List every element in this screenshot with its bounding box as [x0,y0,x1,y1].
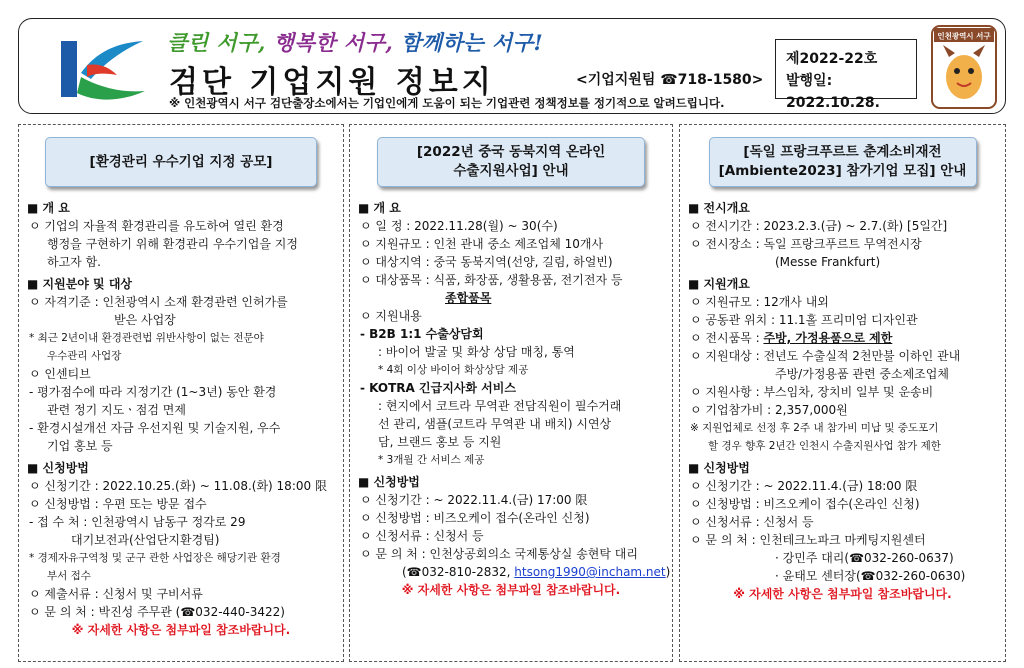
text-line: ㅇ 지원규모 : 인천 관내 중소 제조업체 10개사 [360,237,604,251]
text-line: - B2B 1:1 수출상담회 [360,327,484,341]
attachment-notice: ※ 자세한 사항은 첨부파일 참조바랍니다. [401,583,621,597]
footnote-line: 할 경우 향후 2년간 인천시 수출지원사업 참가 제한 [708,440,941,452]
column-title: [환경관리 우수기업 지정 공모] [45,137,317,187]
footnote-line: 우수관리 사업장 [47,350,122,362]
text-line: ㅇ 지원규모 : 12개사 내외 [690,295,829,309]
text-line: ㅇ 전시장소 : 독일 프랑크푸르트 무역전시장 [690,237,922,251]
text-line: ㅇ 전시기간 : 2023.2.3.(금) ~ 2.7.(화) [5일간] [690,219,948,233]
mascot-emblem-icon [931,25,997,109]
text-line: - 평가점수에 따라 지정기간 (1~3년) 동안 환경 [29,385,277,399]
footnote-line: * 최근 2년이내 환경관련법 위반사항이 없는 전문야 [29,332,264,344]
text-line: 선 관리, 샘플(코트라 무역관 내 배치) 시연상 [378,417,612,431]
text-line: ㅇ 제출서류 : 신청서 및 구비서류 [29,587,203,601]
column-title-line: 수출지원사업] 안내 [453,163,569,179]
section-heading: ■ 개 요 [27,201,70,215]
text-line: ㅇ 신청방법 : 비즈오케이 접수(온라인 신청) [360,511,590,525]
text-line: 관련 정기 지도ㆍ점검 면제 [47,403,186,417]
item-emphasis: 주방, 가정용품으로 제한 [763,331,893,345]
text-line: ㅇ 신청서류 : 신청서 등 [690,515,814,529]
text-line: - KOTRA 긴급지사화 서비스 [360,381,516,395]
text-line: ㅇ 대상지역 : 중국 동북지역(선양, 길림, 하얼빈) [360,255,613,269]
text-line: ㅇ 신청방법 : 우편 또는 방문 접수 [29,497,207,511]
text-line: ㅇ 지원사항 : 부스임차, 장치비 일부 및 운송비 [690,385,934,399]
footnote-line: * 4회 이상 바이어 화상상담 제공 [378,364,529,376]
text-line: 받은 사업장 [114,313,176,327]
contact-end: ) [665,565,671,579]
text-line: ㅇ 신청기간 : 2022.10.25.(화) ~ 11.08.(화) 18:00 限 [29,479,327,493]
text-line: : 현지에서 코트라 무역관 전담직원이 필수거래 [378,399,622,413]
header-notice: ※ 인천광역시 서구 검단출장소에서는 기업인에게 도움이 되는 기업관련 정책정보를 정기적으로 알려드립니다. [169,96,725,110]
column-title [709,137,977,187]
newsletter-header [18,18,1006,114]
text-line: ㅇ 기업참가비 : 2,357,000원 [690,403,848,417]
footnote-line: 부서 접수 [47,570,91,582]
issue-number: 제2022-22호 [786,51,878,67]
section-heading: ■ 지원분야 및 대상 [27,277,133,291]
text-line: : 바이어 발굴 및 화상 상담 매칭, 통역 [378,345,575,359]
text-line: ㅇ 신청방법 : 비즈오케이 접수(온라인 신청) [690,497,920,511]
item-label: ㅇ 전시품목 : [690,331,764,345]
column-title-line: [2022년 중국 동북지역 온라인 [416,144,606,160]
footnote-line: * 경제자유구역청 및 군구 관한 사업장은 해당기관 환경 [29,552,281,564]
text-line: ㅇ 공동관 위치 : 11.1홀 프리미엄 디자인관 [690,313,918,327]
footnote-line: ※ 지원업체로 선정 후 2주 내 참가비 미납 및 중도포기 [690,422,939,434]
text-line: ㅇ 자격기준 : 인천광역시 소재 환경관련 인허가를 [29,295,288,309]
text-line: ㅇ 신청서류 : 신청서 등 [360,529,484,543]
page-title: 검단 기업지원 정보지 [169,65,495,100]
text-line: 담, 브랜드 홍보 등 지원 [378,435,502,449]
column-china-export [349,124,673,662]
text-line: ㅇ 신청기간 : ~ 2022.11.4.(금) 17:00 限 [360,493,588,507]
footnote-line: * 3개월 간 서비스 제공 [378,454,485,466]
text-line: ㅇ 대상품목 : 식품, 화장품, 생활용품, 전기전자 등 [360,273,623,287]
text-line: ㅇ 인센티브 [29,367,91,381]
section-heading: ■ 신청방법 [358,475,420,489]
text-line: 종합품목 [445,291,492,305]
section-heading: ■ 신청방법 [27,461,89,475]
section-heading: ■ 지원개요 [688,277,750,291]
text-line: 대기보전과(산업단지환경팀) [71,533,220,547]
column-environment [18,124,344,662]
section-heading: ■ 신청방법 [688,461,750,475]
text-line: - 환경시설개선 자금 우선지원 및 기술지원, 우수 [29,421,281,435]
column-body [350,195,672,599]
email-link[interactable]: htsong1990@incham.net [514,565,666,579]
text-line: · 강민주 대리(☎032-260-0637) [775,551,954,565]
text-line: · 윤태모 센터장(☎032-260-0630) [775,569,966,583]
text-line: 주방/가정용품 관련 중소제조업체 [775,367,949,381]
attachment-notice: ※ 자세한 사항은 첨부파일 참조바랍니다. [733,587,952,601]
svg-text:인천광역시 서구: 인천광역시 서구 [937,31,991,41]
text-line: (Messe Frankfurt) [775,255,881,269]
text-line: ㅇ 기업의 자율적 환경관리를 유도하여 열린 환경 [29,219,284,233]
text-line: ㅇ 문 의 처 : 인천상공회의소 국제통상실 송현탁 대리 [360,547,638,561]
issue-date: 발행일: 2022.10.28. [786,73,880,111]
text-line: 행정을 구현하기 위해 환경관리 우수기업을 지정 [47,237,298,251]
text-line: ㅇ 지원내용 [360,309,422,323]
column-body [19,195,343,639]
text-line: 하고자 함. [47,255,101,269]
text-line: ㅇ 문 의 처 : 인천테크노파크 마케팅지원센터 [690,533,926,547]
text-line: - 접 수 처 : 인천광역시 남동구 정각로 29 [29,515,246,529]
seo-gu-logo-icon [47,33,147,105]
slogan: 클린 서구, 행복한 서구, 함께하는 서구! [167,30,544,55]
text-line: ㅇ 지원대상 : 전년도 수출실적 2천만불 이하인 관내 [690,349,961,363]
text-line: 기업 홍보 등 [47,439,113,453]
section-heading: ■ 개 요 [358,201,401,215]
section-heading: ■ 전시개요 [688,201,750,215]
column-title-line: [Ambiente2023] 참가기업 모집] 안내 [718,163,967,179]
team-contact: <기업지원팀 ☎718-1580> [576,72,764,88]
column-title [377,137,645,187]
text-line: ㅇ 문 의 처 : 박진성 주무관 (☎032-440-3422) [29,605,285,619]
text-line [680,329,1005,347]
contact-phone: (☎032-810-2832, [402,565,515,579]
contact-line [350,563,672,581]
attachment-notice: ※ 자세한 사항은 첨부파일 참조바랍니다. [71,623,291,637]
column-frankfurt-fair [679,124,1006,662]
issue-box [775,39,917,111]
column-body [680,195,1005,603]
column-title-line: [독일 프랑크푸르트 춘계소비재전 [743,144,942,160]
text-line: ㅇ 신청기간 : ~ 2022.11.4.(금) 18:00 限 [690,479,918,493]
text-line: ㅇ 일 정 : 2022.11.28(월) ~ 30(수) [360,219,558,233]
